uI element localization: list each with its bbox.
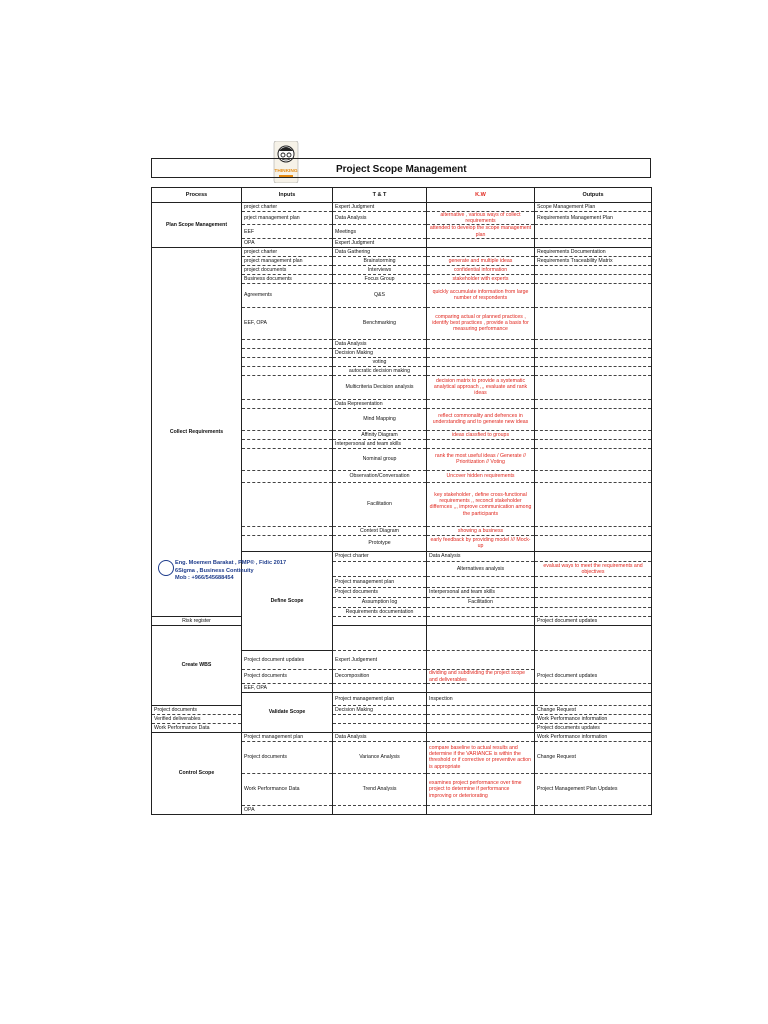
kw-cell: dividing and subdividing the project scope and deliverables bbox=[427, 670, 535, 684]
tools-cell: Data Analysis bbox=[333, 212, 427, 225]
kw-cell bbox=[535, 597, 652, 607]
outputs-cell bbox=[535, 274, 652, 283]
scope-table bbox=[151, 187, 652, 815]
outputs-cell bbox=[535, 439, 652, 448]
kw-cell bbox=[535, 693, 652, 706]
inputs-cell: prject management plan bbox=[242, 212, 333, 225]
outputs-cell bbox=[535, 348, 652, 357]
tools-cell bbox=[333, 805, 427, 814]
outputs-cell bbox=[535, 448, 652, 470]
inputs-cell: project charter bbox=[242, 203, 333, 212]
tools-cell: Interpersonal and team skills bbox=[427, 587, 535, 597]
tools-cell: Expert Judgment bbox=[333, 203, 427, 212]
inputs-cell bbox=[242, 470, 333, 482]
tools-cell: Meetings bbox=[333, 225, 427, 238]
kw-cell bbox=[535, 608, 652, 617]
inputs-cell: Project management plan bbox=[333, 577, 427, 587]
inputs-cell bbox=[242, 482, 333, 526]
tools-cell: Focus Group bbox=[333, 274, 427, 283]
inputs-cell: Project documents bbox=[242, 670, 333, 684]
outputs-cell bbox=[535, 357, 652, 366]
stamp-line-2: 6Sigma , Business Continuity bbox=[175, 567, 254, 574]
table-row bbox=[152, 732, 652, 741]
outputs-cell bbox=[535, 526, 652, 535]
tools-cell bbox=[333, 684, 427, 693]
kw-cell bbox=[427, 238, 535, 247]
inputs-cell: Verified deliverables bbox=[152, 714, 242, 723]
outputs-cell: Work Performance information bbox=[535, 732, 652, 741]
tools-cell: Expert Judgement bbox=[333, 651, 427, 670]
tools-cell: Decomposition bbox=[333, 670, 427, 684]
tools-cell bbox=[333, 714, 427, 723]
table-row bbox=[152, 617, 652, 626]
inputs-cell: Project documents bbox=[152, 705, 242, 714]
inputs-cell: Project documents bbox=[242, 741, 333, 773]
kw-cell bbox=[535, 551, 652, 561]
inputs-cell: EEF, OPA bbox=[242, 307, 333, 339]
inputs-cell: Project charter bbox=[333, 551, 427, 561]
tools-cell: voting bbox=[333, 357, 427, 366]
inputs-cell bbox=[242, 448, 333, 470]
kw-cell: quickly accumulate information from large number of respondents bbox=[427, 283, 535, 307]
kw-cell bbox=[535, 587, 652, 597]
outputs-cell: Requirements Management Plan bbox=[535, 212, 652, 225]
tools-cell: Benchmarking bbox=[333, 307, 427, 339]
kw-cell bbox=[427, 339, 535, 348]
inputs-cell: OPA bbox=[242, 238, 333, 247]
kw-cell: confidential information bbox=[427, 265, 535, 274]
tools-cell: Facilitation bbox=[333, 482, 427, 526]
outputs-cell bbox=[535, 307, 652, 339]
tools-cell: Variance Analysis bbox=[333, 741, 427, 773]
inputs-cell: EEF bbox=[242, 225, 333, 238]
inputs-cell bbox=[242, 535, 333, 551]
kw-cell bbox=[427, 357, 535, 366]
kw-cell bbox=[427, 399, 535, 408]
table-header-row bbox=[152, 188, 652, 203]
outputs-cell bbox=[535, 430, 652, 439]
inputs-cell: Work Performance Data bbox=[152, 723, 242, 732]
tools-cell: Mind Mapping bbox=[333, 408, 427, 430]
inputs-cell: Agreements bbox=[242, 283, 333, 307]
inputs-cell: EEF, OPA bbox=[242, 684, 333, 693]
outputs-cell bbox=[535, 684, 652, 693]
kw-cell: key stakeholder , define cross-functional requirements ,, reconcil stakeholder differnces ,,, improve communication among the participants bbox=[427, 482, 535, 526]
header-kw: K.W bbox=[427, 188, 535, 203]
table-row bbox=[152, 723, 652, 732]
outputs-cell: Work Performance information bbox=[535, 714, 652, 723]
kw-cell bbox=[427, 247, 535, 256]
outputs-cell bbox=[535, 375, 652, 399]
tools-cell: Data Gathering bbox=[333, 247, 427, 256]
tools-cell: autocratic decision making bbox=[333, 366, 427, 375]
tools-cell: Affinity Diagram bbox=[333, 430, 427, 439]
kw-cell: stakeholder with experts bbox=[427, 274, 535, 283]
outputs-cell: Project Management Plan Updates bbox=[535, 773, 652, 805]
tools-cell: Expert Judgment bbox=[333, 238, 427, 247]
process-cell: Plan Scope Management bbox=[152, 203, 242, 248]
inputs-cell bbox=[242, 366, 333, 375]
outputs-cell: Requirements Traceability Matrix bbox=[535, 256, 652, 265]
outputs-cell bbox=[535, 408, 652, 430]
outputs-cell: Change Request bbox=[535, 705, 652, 714]
kw-cell: evaluat ways to meet the requirements and objectives bbox=[535, 562, 652, 577]
inputs-cell bbox=[242, 399, 333, 408]
kw-cell bbox=[427, 732, 535, 741]
inputs-cell: Business documents bbox=[242, 274, 333, 283]
outputs-cell: Change Request bbox=[535, 741, 652, 773]
table-row bbox=[152, 714, 652, 723]
kw-cell: generate and multiple ideas bbox=[427, 256, 535, 265]
outputs-cell bbox=[535, 535, 652, 551]
outputs-cell bbox=[535, 470, 652, 482]
kw-cell bbox=[427, 714, 535, 723]
inputs-cell bbox=[242, 439, 333, 448]
inputs-cell bbox=[242, 526, 333, 535]
header-inputs: Inputs bbox=[242, 188, 333, 203]
tools-cell: Decision Making bbox=[333, 348, 427, 357]
table-row bbox=[152, 247, 652, 256]
tools-cell: Interpersonal and team skills bbox=[333, 439, 427, 448]
inputs-cell: Project documents bbox=[333, 587, 427, 597]
tools-cell: Interviews bbox=[333, 265, 427, 274]
stamp-line-1: Eng. Moemen Barakat , PMP® , Fidic 2017 bbox=[175, 560, 287, 566]
table-row bbox=[152, 705, 652, 714]
outputs-cell: Scope Management Plan bbox=[535, 203, 652, 212]
kw-cell bbox=[427, 203, 535, 212]
inputs-cell bbox=[242, 375, 333, 399]
tools-cell: Inspection bbox=[427, 693, 535, 706]
table-row bbox=[152, 626, 652, 651]
outputs-cell bbox=[535, 265, 652, 274]
outputs-cell bbox=[535, 283, 652, 307]
tools-cell bbox=[427, 577, 535, 587]
outputs-cell bbox=[535, 805, 652, 814]
kw-cell bbox=[427, 684, 535, 693]
stamp-line-3: Mob : +966/545688454 bbox=[175, 575, 234, 581]
inputs-cell bbox=[242, 430, 333, 439]
inputs-cell: Work Performance Data bbox=[242, 773, 333, 805]
header-outputs: Outputs bbox=[535, 188, 652, 203]
tools-cell bbox=[333, 617, 427, 626]
inputs-cell: project charter bbox=[242, 247, 333, 256]
outputs-cell bbox=[535, 225, 652, 238]
process-cell: Collect Requirements bbox=[152, 247, 242, 616]
tools-cell: Nominal group bbox=[333, 448, 427, 470]
inputs-cell: project management plan bbox=[242, 256, 333, 265]
inputs-cell: Project document updates bbox=[242, 651, 333, 670]
inputs-cell: Project management plan bbox=[333, 693, 427, 706]
header-tt: T & T bbox=[333, 188, 427, 203]
kw-cell: alternative , various ways of collect requirements bbox=[427, 212, 535, 225]
kw-cell bbox=[535, 626, 652, 651]
process-cell: Define Scope bbox=[242, 551, 333, 650]
tools-cell: Context Diagram bbox=[333, 526, 427, 535]
outputs-cell bbox=[535, 238, 652, 247]
outputs-cell bbox=[535, 399, 652, 408]
kw-cell: examines project performance over time project to determine if performance improving or deteriorating bbox=[427, 773, 535, 805]
process-cell: Control Scope bbox=[152, 732, 242, 814]
tools-cell bbox=[427, 608, 535, 617]
kw-cell bbox=[427, 617, 535, 626]
kw-cell bbox=[427, 366, 535, 375]
kw-cell: ideas classfied to groups bbox=[427, 430, 535, 439]
outputs-cell: Project document updates bbox=[535, 670, 652, 684]
kw-cell: compare baseline to actual results and determine if the VARIANCE is within the threshold or if corrective or preventive action is appropriate bbox=[427, 741, 535, 773]
tools-cell: Facilitation bbox=[427, 597, 535, 607]
tools-cell: Alternatives analysis bbox=[427, 562, 535, 577]
tools-cell bbox=[333, 723, 427, 732]
kw-cell: attended to develop the scope management plan bbox=[427, 225, 535, 238]
kw-cell bbox=[535, 577, 652, 587]
outputs-cell: Project documents updates bbox=[535, 723, 652, 732]
kw-cell: early feedback by providing model /// Mock-up bbox=[427, 535, 535, 551]
kw-cell: rank the most useful ideas / Generate // Prioritization // Voting bbox=[427, 448, 535, 470]
stamp-icon bbox=[158, 560, 174, 576]
tools-cell: Brainstorming bbox=[333, 256, 427, 265]
tools-cell: Decision Making bbox=[333, 705, 427, 714]
kw-cell: comparing actual or planned practices , identify best practices , provide a basis for measuring performance bbox=[427, 307, 535, 339]
outputs-cell bbox=[535, 482, 652, 526]
outputs-cell: Requirements Documentation bbox=[535, 247, 652, 256]
inputs-cell bbox=[242, 339, 333, 348]
inputs-cell bbox=[242, 357, 333, 366]
inputs-cell bbox=[242, 348, 333, 357]
process-cell: Validate Scope bbox=[242, 693, 333, 733]
kw-cell: decision matrix to provide a systematic analytical approach ,,, evaluate and rank ideas bbox=[427, 375, 535, 399]
tools-cell: Data Analysis bbox=[333, 732, 427, 741]
inputs-cell bbox=[333, 626, 427, 651]
kw-cell bbox=[427, 805, 535, 814]
outputs-cell bbox=[535, 366, 652, 375]
tools-cell bbox=[427, 626, 535, 651]
inputs-cell bbox=[242, 408, 333, 430]
kw-cell bbox=[427, 439, 535, 448]
tools-cell: Data Analysis bbox=[333, 339, 427, 348]
tools-cell: Data Representation bbox=[333, 399, 427, 408]
inputs-cell bbox=[333, 562, 427, 577]
kw-cell: Uncover hidden requirements bbox=[427, 470, 535, 482]
kw-cell bbox=[427, 651, 535, 670]
tools-cell: Q&S bbox=[333, 283, 427, 307]
stamp-text bbox=[175, 560, 286, 583]
process-cell: Create WBS bbox=[152, 626, 242, 706]
svg-text:THINKING: THINKING bbox=[274, 169, 298, 174]
inputs-cell: Project management plan bbox=[242, 732, 333, 741]
kw-cell bbox=[427, 723, 535, 732]
inputs-cell: Requirements documentation bbox=[333, 608, 427, 617]
page-title: Project Scope Management bbox=[336, 164, 467, 175]
tools-cell: Trend Analysis bbox=[333, 773, 427, 805]
tools-cell: Observation/Conversation bbox=[333, 470, 427, 482]
kw-cell bbox=[427, 705, 535, 714]
tools-cell: Data Analysis bbox=[427, 551, 535, 561]
inputs-cell: project documents bbox=[242, 265, 333, 274]
inputs-cell: OPA bbox=[242, 805, 333, 814]
inputs-cell: Assumption log bbox=[333, 597, 427, 607]
outputs-cell: Project document updates bbox=[535, 617, 652, 626]
kw-cell bbox=[427, 348, 535, 357]
header-process: Process bbox=[152, 188, 242, 203]
kw-cell: showing a business bbox=[427, 526, 535, 535]
outputs-cell bbox=[535, 339, 652, 348]
inputs-cell: Risk register bbox=[152, 617, 242, 626]
kw-cell: reflect commonality and defrences in understanding and to generate new ideas bbox=[427, 408, 535, 430]
tools-cell: Multicriteria Decision analysis bbox=[333, 375, 427, 399]
tools-cell: Prototype bbox=[333, 535, 427, 551]
table-row bbox=[152, 203, 652, 212]
